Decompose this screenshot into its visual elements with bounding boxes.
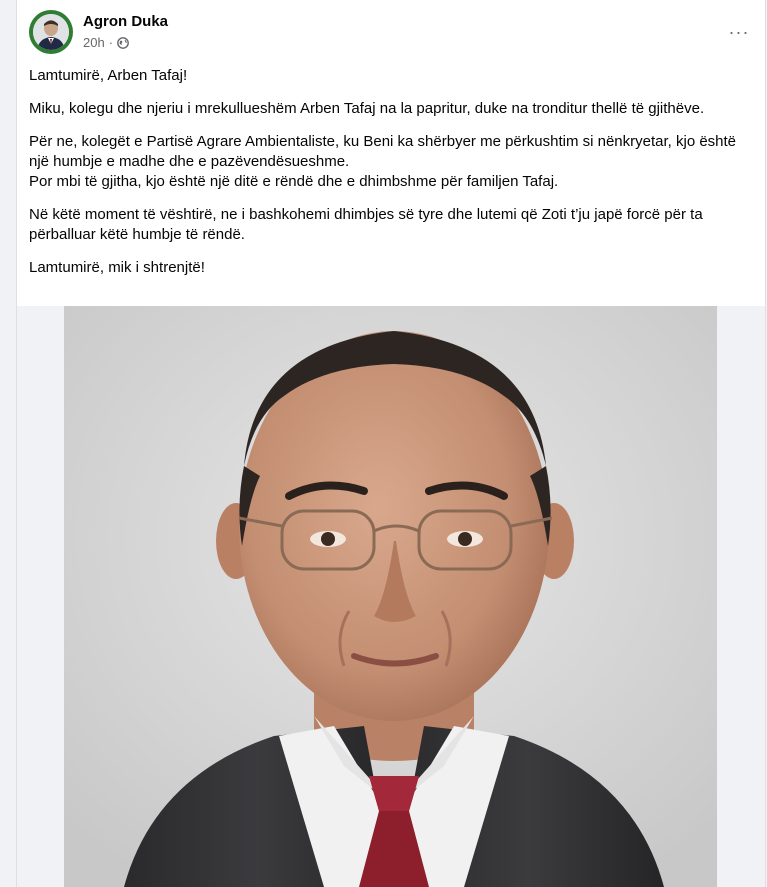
globe-icon[interactable] — [117, 37, 129, 49]
post-paragraph: Për ne, kolegët e Partisë Agrare Ambientaliste, ku Beni ka shërbyer me përkushtim si nënkryetar, kjo është një humbje e madhe dhe e pazëvendësueshme. — [29, 133, 737, 170]
post-card — [16, 0, 766, 887]
post-header — [17, 0, 765, 64]
author-name[interactable]: Agron Duka — [83, 13, 169, 30]
post-media — [17, 306, 766, 887]
meta-separator: · — [108, 35, 114, 50]
post-paragraph: Miku, kolegu dhe njeriu i mrekullueshëm Arben Tafaj na la papritur, duke na tronditur thellë të gjithëve. — [29, 100, 705, 117]
post-timestamp[interactable]: 20h — [83, 35, 105, 50]
avatar-image — [33, 14, 69, 50]
post-paragraph: Lamtumirë, mik i shtrenjtë! — [29, 259, 205, 276]
portrait-photo[interactable] — [64, 306, 717, 887]
post-paragraph: Por mbi të gjitha, kjo është një ditë e rëndë dhe e dhimbshme për familjen Tafaj. — [29, 173, 559, 190]
avatar[interactable] — [29, 10, 73, 54]
more-options-icon[interactable]: ··· — [728, 21, 750, 42]
post-paragraph: Në këtë moment të vështirë, ne i bashkohemi dhimbjes së tyre dhe lutemi që Zoti t’ju japë forcë për ta përballuar këtë humbje të rëndë. — [29, 206, 703, 243]
post-body — [29, 66, 753, 291]
post-meta — [83, 35, 129, 50]
post-paragraph: Lamtumirë, Arben Tafaj! — [29, 67, 188, 84]
